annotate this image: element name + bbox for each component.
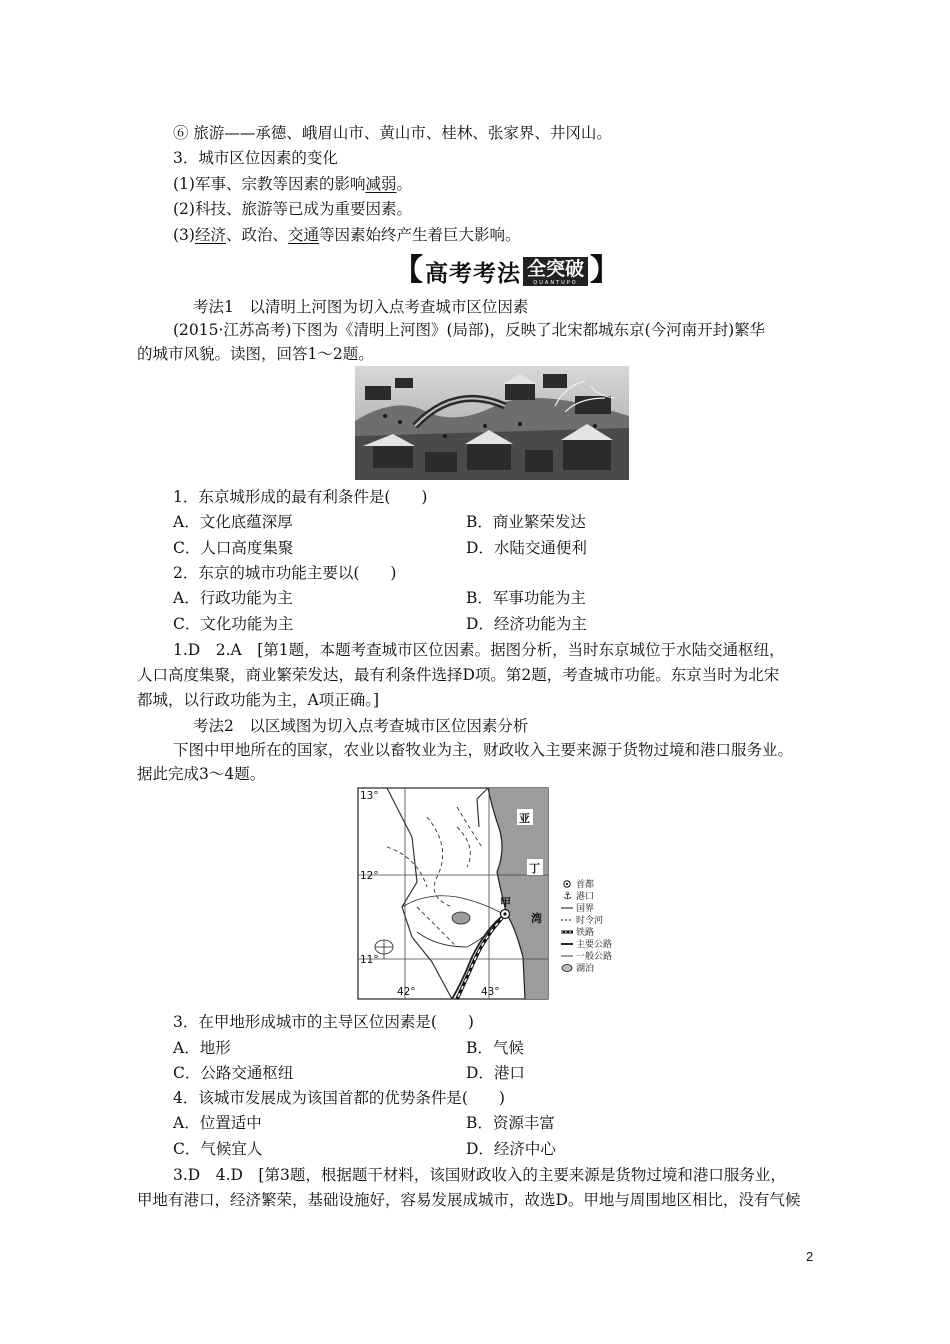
banner-title: 高考考法: [425, 260, 521, 287]
lake: [452, 912, 470, 924]
section-banner: [393, 255, 620, 287]
right-bracket: 】: [590, 253, 621, 288]
banner-badge-subtext: QUANTUPO: [533, 279, 578, 286]
underlined-text: 交通: [288, 226, 320, 244]
q4-option-d: D．经济中心: [466, 1140, 556, 1158]
legend-general-road: 一般公路: [576, 952, 613, 962]
paragraph-3: [173, 225, 521, 245]
question-3-stem: 3．在甲地形成城市的主导区位因素是( ): [173, 1013, 474, 1031]
lon-42-label: 42°: [397, 986, 416, 998]
text: (3): [173, 226, 195, 244]
question-1-stem: 1．东京城形成的最有利条件是( ): [173, 488, 428, 506]
q4-option-c: C．气候宜人: [173, 1140, 263, 1158]
banner-badge: [523, 257, 588, 286]
region-map: [357, 787, 632, 1002]
method-1-title: 考法1 以清明上河图为切入点考查城市区位因素: [193, 298, 529, 316]
text: (1)军事、宗教等因素的影响: [173, 175, 366, 193]
list-item-tourism: ⑥ 旅游——承德、峨眉山市、黄山市、桂林、张家界、井冈山。: [173, 124, 612, 142]
answer-3-4-line1: 3.D 4.D [第3题，根据题干材料，该国财政收入的主要来源是货物过境和港口服务业，: [173, 1166, 786, 1184]
legend-capital: 首都: [576, 880, 595, 890]
lon-43-label: 43°: [481, 986, 500, 998]
q2-option-b: B．军事功能为主: [466, 589, 586, 607]
method-2-title: 考法2 以区域图为切入点考查城市区位因素分析: [193, 717, 529, 735]
q2-option-a: A．行政功能为主: [173, 589, 293, 607]
legend-railway: 铁路: [576, 928, 595, 938]
text: 、政治、: [225, 226, 288, 244]
left-bracket: 【: [393, 253, 423, 288]
q1-option-b: B．商业繁荣发达: [466, 513, 586, 531]
question-4-stem: 4．该城市发展成为该国首都的优势条件是( ): [173, 1089, 505, 1107]
method-2-intro-line1: 下图中甲地所在的国家，农业以畜牧业为主，财政收入主要来源于货物过境和港口服务业。: [173, 741, 794, 759]
lat-13-label: 13°: [360, 790, 379, 802]
q1-option-d: D．水陆交通便利: [466, 539, 587, 557]
q1-option-c: C．人口高度集聚: [173, 539, 294, 557]
q1-option-a: A．文化底蕴深厚: [173, 513, 293, 531]
map-legend: [561, 878, 612, 974]
sea-label-3: 湾: [531, 912, 542, 925]
method-2-intro-line2: 据此完成3～4题。: [137, 765, 266, 783]
sea-label-1: 亚: [519, 812, 530, 825]
sea-label-2: 丁: [529, 862, 540, 875]
legend-main-road: 主要公路: [576, 940, 613, 950]
legend-border: 国界: [576, 904, 595, 914]
answer-3-4-line2: 甲地有港口，经济繁荣，基础设施好，容易发展成城市，故选D。甲地与周围地区相比，没有气候: [137, 1191, 801, 1209]
q2-option-c: C．文化功能为主: [173, 615, 294, 633]
text: 。: [396, 175, 412, 193]
question-2-stem: 2．东京的城市功能主要以( ): [173, 564, 397, 582]
text: 等因素始终产生着巨大影响。: [319, 226, 521, 244]
banner-badge-text: 全突破: [527, 257, 585, 280]
paragraph-1: [173, 174, 412, 194]
q3-option-d: D．港口: [466, 1064, 525, 1082]
section-heading: 3．城市区位因素的变化: [173, 149, 338, 167]
q3-option-b: B．气候: [466, 1039, 524, 1057]
legend-port: 港口: [576, 892, 595, 902]
q4-option-a: A．位置适中: [173, 1114, 262, 1132]
q3-option-c: C．公路交通枢纽: [173, 1064, 294, 1082]
lat-12-label: 12°: [360, 870, 379, 882]
q4-option-b: B．资源丰富: [466, 1114, 555, 1132]
answer-1-2-line1: 1.D 2.A [第1题，本题考查城市区位因素。据图分析，当时东京城位于水陆交通枢纽，: [173, 641, 785, 659]
lat-11-label: 11°: [360, 954, 379, 966]
underlined-text: 减弱: [365, 175, 397, 193]
city-label: 甲: [500, 896, 511, 909]
port-icon: ⚓: [563, 891, 572, 902]
paragraph-2: (2)科技、旅游等已成为重要因素。: [173, 200, 412, 218]
page-number: 2: [806, 1249, 814, 1264]
qingming-painting-image: [355, 366, 629, 480]
answer-1-2-line3: 都城，以行政功能为主，A项正确。]: [137, 691, 379, 709]
method-1-intro-line1: (2015·江苏高考)下图为《清明上河图》(局部)，反映了北宋都城东京(今河南开封)繁华: [173, 321, 766, 339]
underlined-text: 经济: [194, 226, 226, 244]
method-1-intro-line2: 的城市风貌。读图，回答1～2题。: [137, 345, 374, 363]
legend-lake: 湖泊: [576, 964, 595, 974]
legend-seasonal-river: 时令河: [576, 916, 604, 926]
q3-option-a: A．地形: [173, 1039, 231, 1057]
answer-1-2-line2: 人口高度集聚，商业繁荣发达，最有利条件选择D项。第2题，考查城市功能。东京当时为北宋: [137, 666, 780, 684]
q2-option-d: D．经济功能为主: [466, 615, 587, 633]
